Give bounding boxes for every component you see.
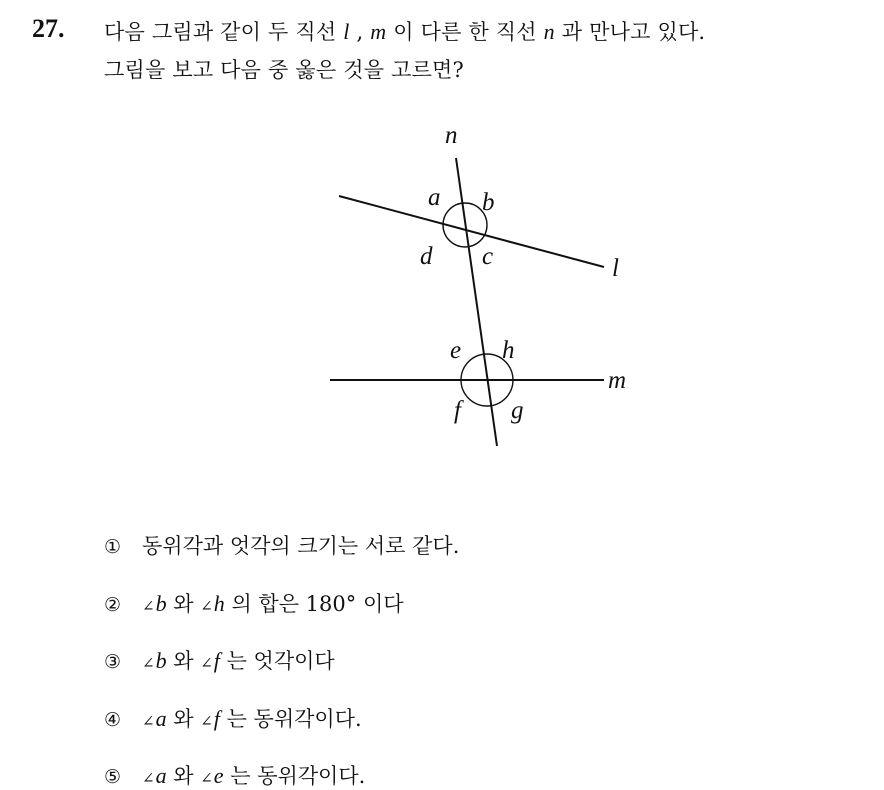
choice-text: 는 동위각이다.: [223, 764, 366, 788]
choice-mark: ③: [104, 651, 122, 673]
line-m-var: m: [370, 19, 387, 44]
angle-var: f: [213, 706, 220, 731]
angle-symbol: ∠: [142, 769, 155, 787]
choice-text: 와: [166, 592, 201, 616]
choice-5[interactable]: [104, 760, 365, 790]
angle-var: h: [213, 591, 225, 616]
choice-text: 와: [166, 764, 201, 788]
line-l-var: l: [343, 19, 350, 44]
angle-var: a: [155, 706, 167, 731]
question-number: 27.: [32, 14, 65, 43]
label-l: l: [612, 255, 619, 282]
label-m: m: [608, 367, 627, 394]
angle-symbol: ∠: [200, 712, 213, 730]
choice-mark: ①: [104, 536, 122, 558]
comma: ,: [356, 20, 364, 44]
choice-text: 는 동위각이다.: [219, 707, 362, 731]
question-text-part: 다음 그림과 같이 두 직선: [104, 20, 337, 44]
angle-label-c: c: [482, 243, 494, 270]
choice-text: 는 엇각이다: [219, 649, 335, 673]
question-text-part: 이 다른 한 직선: [393, 20, 537, 44]
angle-symbol: ∠: [142, 712, 155, 730]
choice-1[interactable]: [104, 530, 459, 560]
angle-symbol: ∠: [200, 597, 213, 615]
angle-label-a: a: [428, 184, 441, 211]
line-n-var: n: [543, 19, 555, 44]
question-text-part: 과 만나고 있다.: [561, 20, 706, 44]
angle-label-d: d: [420, 243, 433, 270]
angle-label-e: e: [450, 337, 462, 364]
label-n: n: [445, 122, 458, 149]
angle-symbol: ∠: [142, 654, 155, 672]
angle-label-b: b: [482, 189, 495, 216]
choice-4[interactable]: [104, 703, 362, 733]
choice-mark: ⑤: [104, 766, 122, 788]
choice-2[interactable]: [104, 588, 404, 618]
angle-label-g: g: [511, 397, 524, 424]
choice-text: 의 합은 180° 이다: [224, 592, 404, 616]
choice-text: 와: [166, 649, 201, 673]
choice-3[interactable]: [104, 645, 335, 675]
angle-var: a: [155, 763, 167, 788]
angle-label-f: f: [454, 397, 461, 424]
angle-var: b: [155, 648, 167, 673]
choice-mark: ②: [104, 594, 122, 616]
line-l: [339, 196, 604, 267]
choice-mark: ④: [104, 709, 122, 731]
angle-symbol: ∠: [142, 597, 155, 615]
angle-var: f: [213, 648, 220, 673]
angle-symbol: ∠: [200, 654, 213, 672]
angle-var: b: [155, 591, 167, 616]
choice-text: 와: [166, 707, 201, 731]
angle-var: e: [213, 763, 224, 788]
choice-text: 동위각과 엇각의 크기는 서로 같다.: [142, 534, 460, 558]
question-text-line-2: 그림을 보고 다음 중 옳은 것을 고르면?: [104, 58, 464, 82]
angle-label-h: h: [502, 337, 515, 364]
angle-symbol: ∠: [200, 769, 213, 787]
